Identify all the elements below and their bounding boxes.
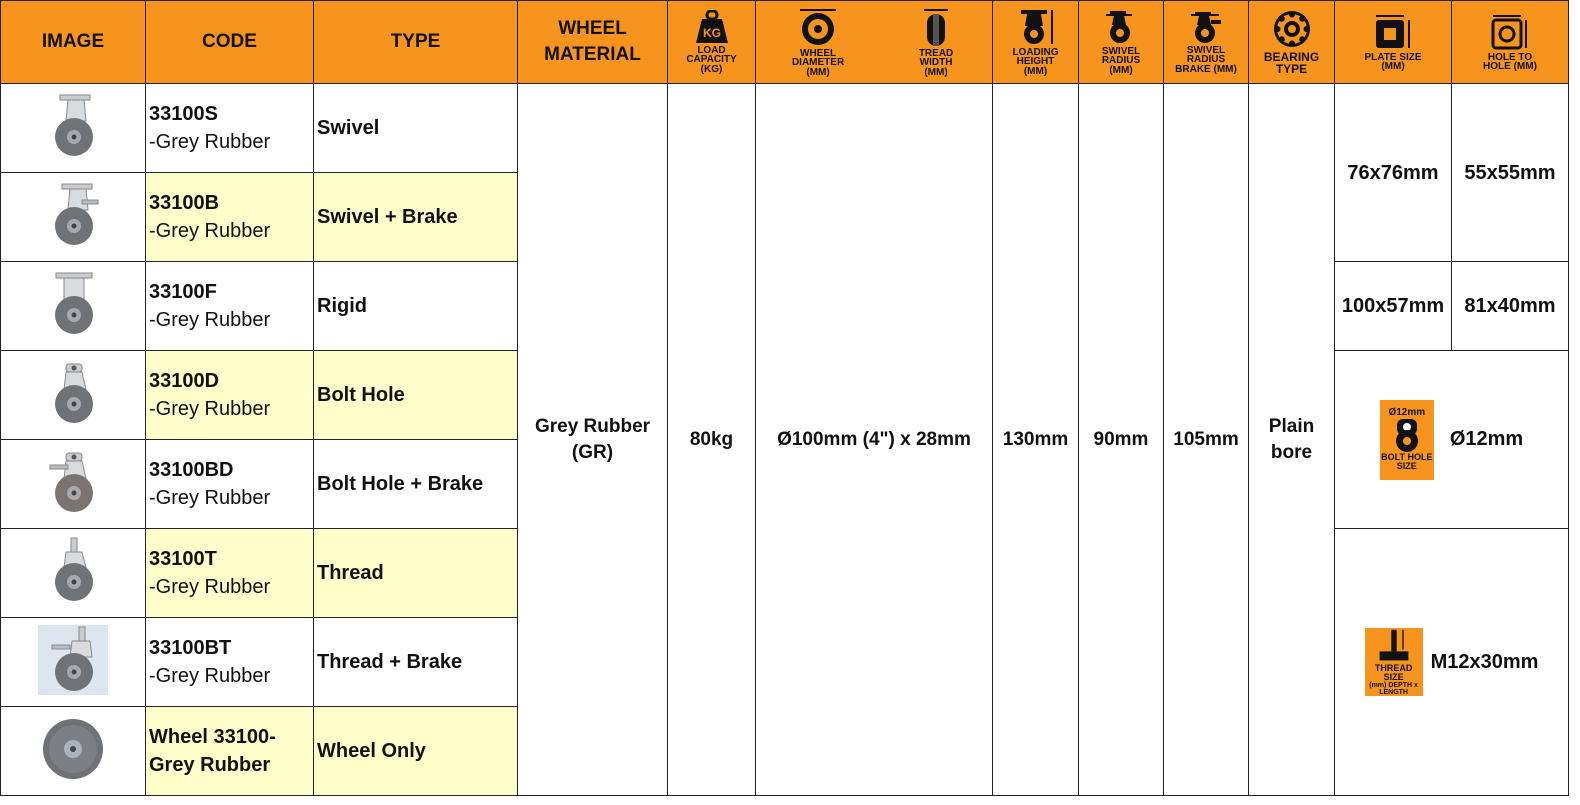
product-image (1, 618, 146, 707)
header-code: CODE (146, 1, 314, 84)
loading-height-cell: 130mm (993, 84, 1079, 796)
thread-brake-caster-icon (38, 625, 108, 695)
wheel-only-icon (38, 714, 108, 784)
swivel-radius-cell: 90mm (1079, 84, 1164, 796)
plate-size-icon (1373, 13, 1413, 51)
hole-to-hole-icon (1490, 13, 1530, 51)
code-cell (146, 173, 314, 262)
header-swivel-radius: SWIVEL RADIUS (MM) (1079, 1, 1164, 84)
loading-height-icon (1017, 8, 1055, 46)
bolt-hole-badge: Ø12mm BOLT HOLE SIZE (1380, 400, 1434, 480)
plate-size-swivel: 76x76mm (1335, 84, 1452, 262)
code-cell (146, 84, 314, 173)
product-code: 33100S (149, 103, 218, 125)
header-load-capacity: KG LOAD CAPACITY (KG) (668, 1, 756, 84)
header-wheel-material: WHEEL MATERIAL (518, 1, 668, 84)
code-cell (146, 618, 314, 707)
header-swivel-radius-brake: SWIVEL RADIUS BRAKE (MM) (1164, 1, 1249, 84)
product-code: Wheel 33100-Grey Rubber (149, 726, 276, 776)
thread-size-cell (1335, 529, 1569, 796)
type-cell: Swivel + Brake (314, 173, 518, 262)
header-image: IMAGE (1, 1, 146, 84)
product-image (1, 84, 146, 173)
product-material: -Grey Rubber (149, 309, 271, 331)
product-material: -Grey Rubber (149, 576, 271, 598)
bearing-type-cell: Plain bore (1249, 84, 1335, 796)
type-cell: Thread + Brake (314, 618, 518, 707)
product-code: 33100D (149, 370, 220, 392)
wheel-size-cell: Ø100mm (4") x 28mm (756, 84, 993, 796)
swivel-brake-caster-icon (38, 180, 108, 250)
type-cell: Bolt Hole (314, 351, 518, 440)
header-row (1, 1, 1569, 84)
header-type: TYPE (314, 1, 518, 84)
load-capacity-cell: 80kg (668, 84, 756, 796)
thread-icon (1374, 628, 1414, 664)
product-material: -Grey Rubber (149, 220, 271, 242)
hole-to-hole-rigid: 81x40mm (1452, 262, 1569, 351)
code-cell (146, 262, 314, 351)
bearing-icon (1272, 9, 1312, 49)
swivel-caster-icon (38, 91, 108, 161)
thread-size-badge: THREAD SIZE (mm) DEPTH x LENGTH (1365, 628, 1423, 696)
type-cell: Swivel (314, 84, 518, 173)
bolt-hole-brake-caster-icon (38, 447, 108, 517)
product-material: -Grey Rubber (149, 665, 271, 687)
bolt-hole-size-cell (1335, 351, 1569, 529)
hole-to-hole-swivel: 55x55mm (1452, 84, 1569, 262)
plate-size-rigid: 100x57mm (1335, 262, 1452, 351)
swivel-radius-icon (1102, 9, 1140, 45)
header-hole-to-hole: HOLE TO HOLE (MM) (1452, 1, 1569, 84)
header-wheel-size: WHEEL DIAMETER (MM) TREAD WIDTH (MM) (756, 1, 993, 84)
product-material: -Grey Rubber (149, 487, 271, 509)
product-material: -Grey Rubber (149, 398, 271, 420)
product-material: -Grey Rubber (149, 131, 271, 153)
header-loading-height: LOADING HEIGHT (MM) (993, 1, 1079, 84)
swivel-radius-brake-cell: 105mm (1164, 84, 1249, 796)
code-cell (146, 440, 314, 529)
type-cell: Bolt Hole + Brake (314, 440, 518, 529)
product-code: 33100T (149, 548, 217, 570)
tread-width-icon (916, 7, 956, 47)
thread-size-value: M12x30mm (1430, 650, 1539, 673)
bolt-hole-size-value: Ø12mm (1449, 428, 1524, 450)
product-code: 33100BT (149, 637, 232, 659)
wheel-material-cell: Grey Rubber (GR) (518, 84, 668, 796)
product-code: 33100F (149, 281, 217, 303)
rigid-caster-icon (38, 269, 108, 339)
product-image (1, 173, 146, 262)
weight-icon (694, 10, 730, 44)
header-plate-size: PLATE SIZE (MM) (1335, 1, 1452, 84)
bolt-hole-icon (1389, 417, 1425, 453)
wheel-diameter-icon (798, 7, 838, 47)
product-image (1, 262, 146, 351)
type-cell: Wheel Only (314, 707, 518, 796)
code-cell (146, 351, 314, 440)
swivel-brake-icon (1187, 10, 1225, 44)
type-cell: Rigid (314, 262, 518, 351)
product-image (1, 529, 146, 618)
code-cell (146, 529, 314, 618)
code-cell (146, 707, 314, 796)
bolt-hole-caster-icon (38, 358, 108, 428)
product-image (1, 707, 146, 796)
type-cell: Thread (314, 529, 518, 618)
product-image (1, 351, 146, 440)
table-row (1, 84, 1569, 173)
product-image (1, 440, 146, 529)
thread-caster-icon (38, 536, 108, 606)
product-code: 33100BD (149, 459, 234, 481)
product-code: 33100B (149, 192, 220, 214)
svg-text:KG: KG (702, 25, 721, 40)
header-bearing-type: BEARING TYPE (1249, 1, 1335, 84)
